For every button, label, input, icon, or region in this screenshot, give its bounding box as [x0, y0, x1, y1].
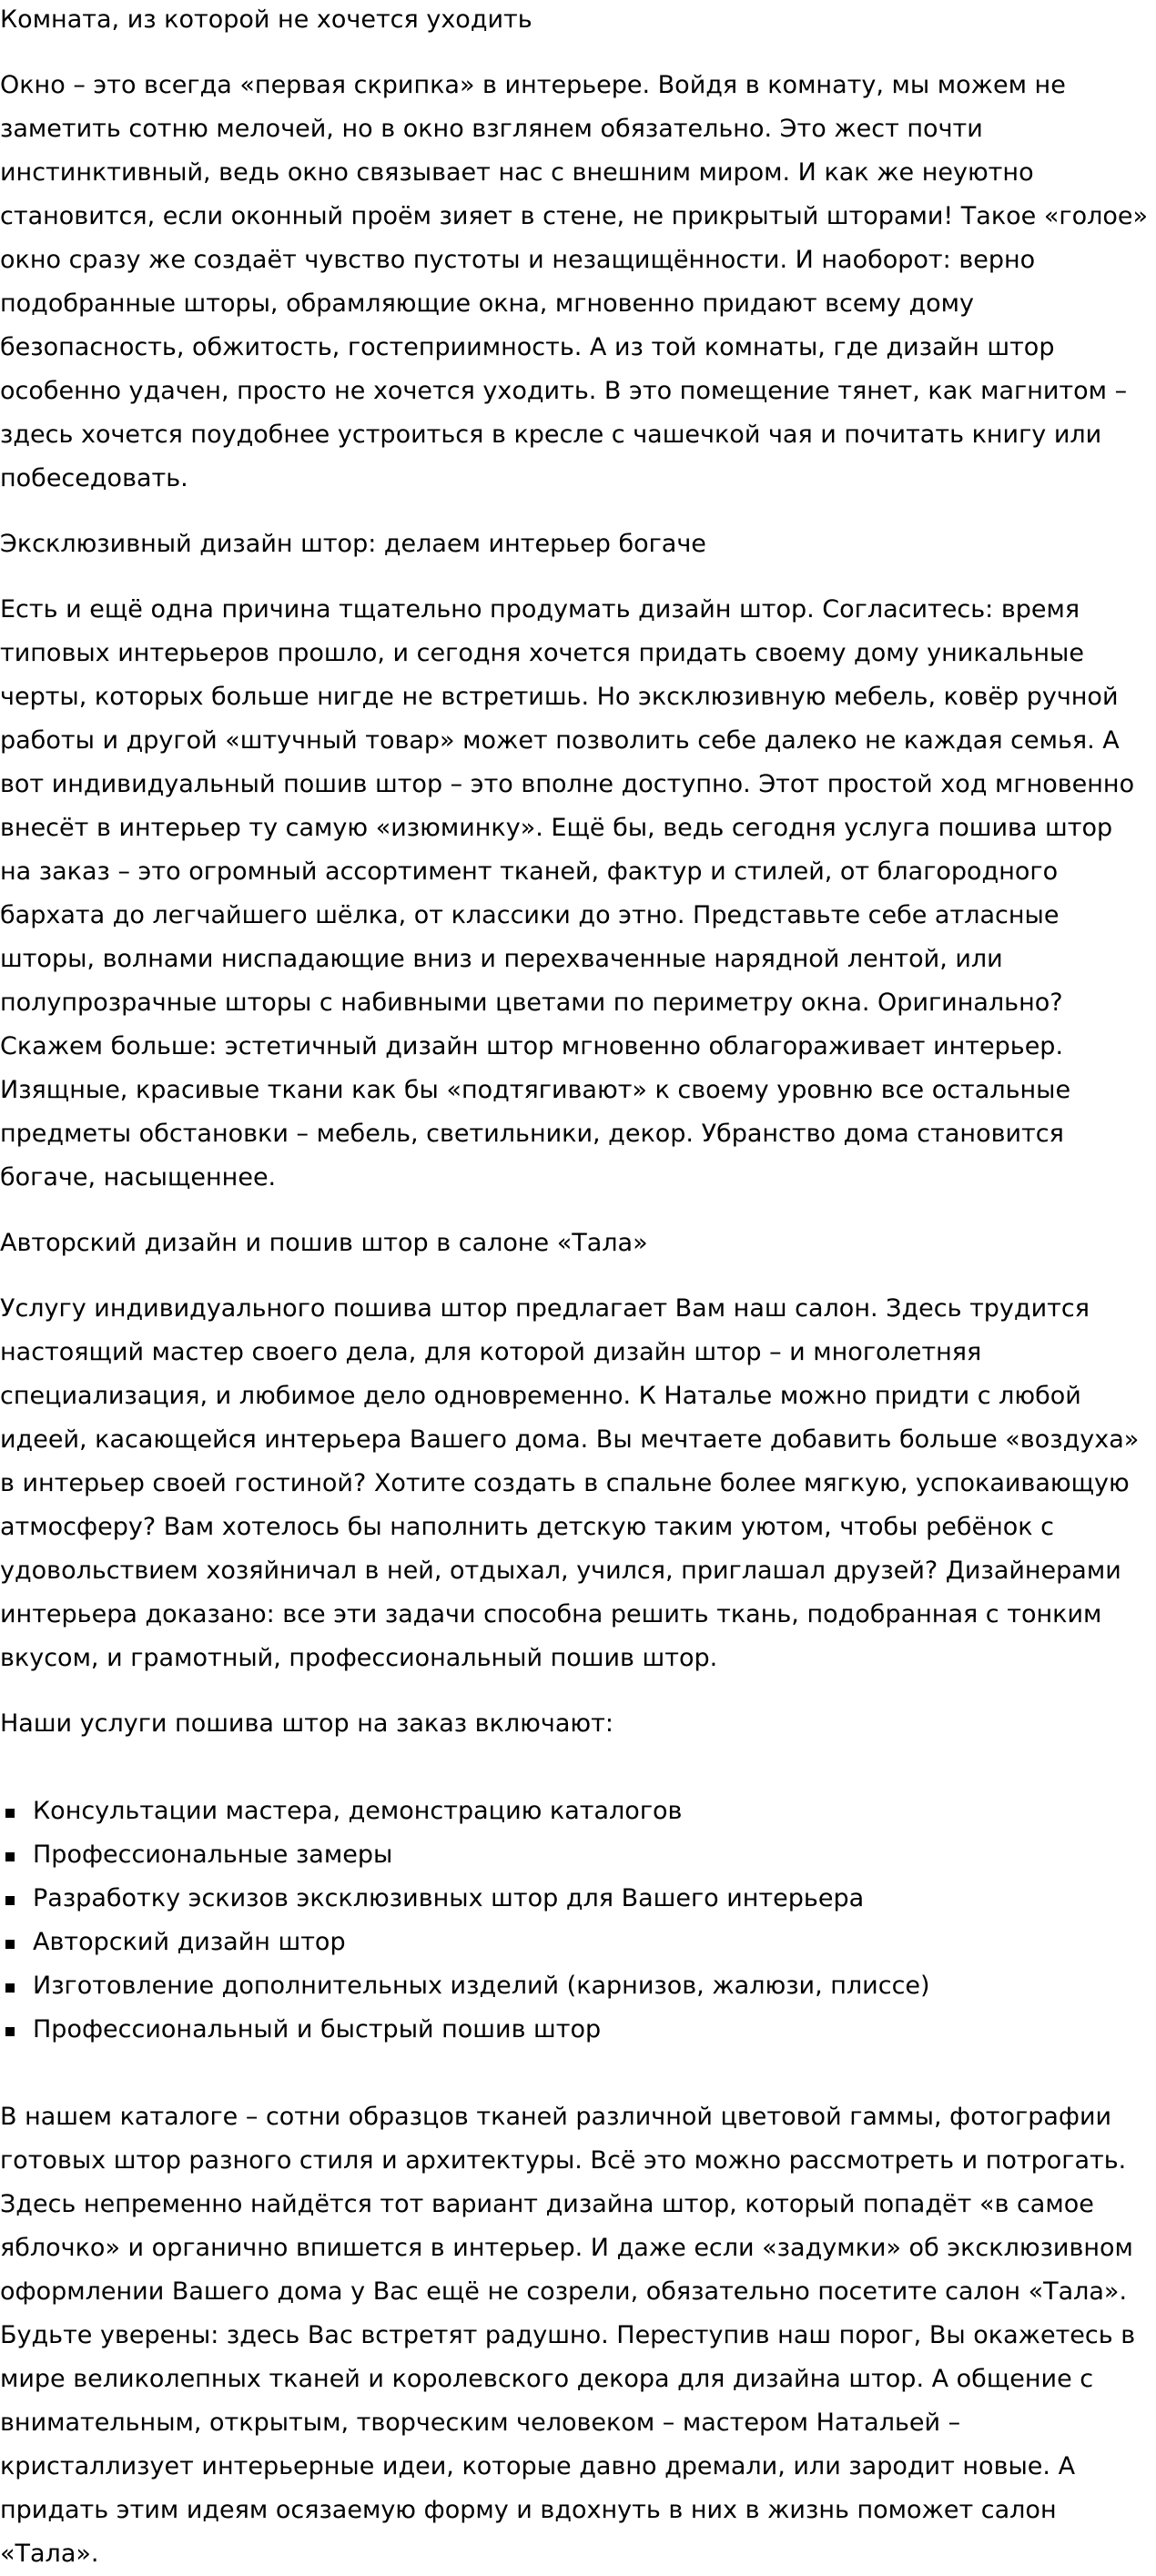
services-intro: Наши услуги пошива штор на заказ включают: [0, 1709, 613, 1738]
list-item: Профессиональный и быстрый пошив штор [0, 2008, 1149, 2052]
section-heading-salon-tala: Авторский дизайн и пошив штор в салоне «Тала» [0, 1229, 648, 1257]
section-heading-exclusive-design: Эксклюзивный дизайн штор: делаем интерьер богаче [0, 530, 706, 558]
list-item: Авторский дизайн штор [0, 1921, 1149, 1964]
section-body-salon-tala: Услугу индивидуального пошива штор предлагает Вам наш салон. Здесь трудится настоящий мастер своего дела, для которой дизайн штор – и многолетняя специализация, и любимое дело одновременно. К Наталье можно придти с любой идеей, касающейся интерьера Вашего дома. Вы мечтаете добавить больше «воздуха» в интерьер своей гостиной? Хотите создать в спальне более мягкую, успокаивающую атмосферу? Вам хотелось бы наполнить детскую таким уютом, чтобы ребёнок с удовольствием хозяйничал в ней, отдыхал, учился, приглашал друзей? Дизайнерами интерьера доказано: все эти задачи способна решить ткань, подобранная с тонким вкусом, и грамотный, профессиональный пошив штор. [0, 1294, 1140, 1672]
list-item: Профессиональные замеры [0, 1833, 1149, 1877]
closing-paragraph: В нашем каталоге – сотни образцов тканей различной цветовой гаммы, фотографии готовых штор разного стиля и архитектуры. Всё это можно рассмотреть и потрогать. Здесь непременно найдётся тот вариант дизайна штор, который попадёт «в самое яблочко» и органично впишется в интерьер. И даже если «задумки» об эксклюзивном оформлении Вашего дома у Вас ещё не созрели, обязательно посетите салон «Тала». Будьте уверены: здесь Вас встретят радушно. Переступив наш порог, Вы окажетесь в мире великолепных тканей и королевского декора для дизайна штор. А общение с внимательным, открытым, творческим человеком – мастером Натальей – кристаллизует интерьерные идеи, которые давно дремали, или зародит новые. А придать этим идеям осязаемую форму и вдохнуть в них в жизнь поможет салон «Тала». [0, 2103, 1136, 2568]
list-item: Разработку эскизов эксклюзивных штор для Вашего интерьера [0, 1877, 1149, 1921]
services-list [0, 1790, 1149, 2052]
section-body-room: Окно – это всегда «первая скрипка» в интерьере. Войдя в комнату, мы можем не заметить сотню мелочей, но в окно взглянем обязательно. Это жест почти инстинктивный, ведь окно связывает нас с внешним миром. И как же неуютно становится, если оконный проём зияет в стене, не прикрытый шторами! Такое «голое» окно сразу же создаёт чувство пустоты и незащищённости. И наоборот: верно подобранные шторы, обрамляющие окна, мгновенно придают всему дому безопасность, обжитость, гостеприимность. А из той комнаты, где дизайн штор особенно удачен, просто не хочется уходить. В это помещение тянет, как магнитом – здесь хочется поудобнее устроиться в кресле с чашечкой чая и почитать книгу или побеседовать. [0, 71, 1148, 492]
list-item: Консультации мастера, демонстрацию каталогов [0, 1790, 1149, 1833]
section-body-exclusive-design: Есть и ещё одна причина тщательно продумать дизайн штор. Согласитесь: время типовых интерьеров прошло, и сегодня хочется придать своему дому уникальные черты, которых больше нигде не встретишь. Но эксклюзивную мебель, ковёр ручной работы и другой «штучный товар» может позволить себе далеко не каждая семья. А вот индивидуальный пошив штор – это вполне доступно. Этот простой ход мгновенно внесёт в интерьер ту самую «изюминку». Ещё бы, ведь сегодня услуга пошива штор на заказ – это огромный ассортимент тканей, фактур и стилей, от благородного бархата до легчайшего шёлка, от классики до этно. Представьте себе атласные шторы, волнами ниспадающие вниз и перехваченные нарядной лентой, или полупрозрачные шторы с набивными цветами по периметру окна. Оригинально? Скажем больше: эстетичный дизайн штор мгновенно облагораживает интерьер. Изящные, красивые ткани как бы «подтягивают» к своему уровню все остальные предметы обстановки – мебель, светильники, декор. Убранство дома становится богаче, насыщеннее. [0, 595, 1135, 1192]
section-heading-room: Комната, из которой не хочется уходить [0, 5, 532, 34]
list-item: Изготовление дополнительных изделий (карнизов, жалюзи, плиссе) [0, 1964, 1149, 2008]
